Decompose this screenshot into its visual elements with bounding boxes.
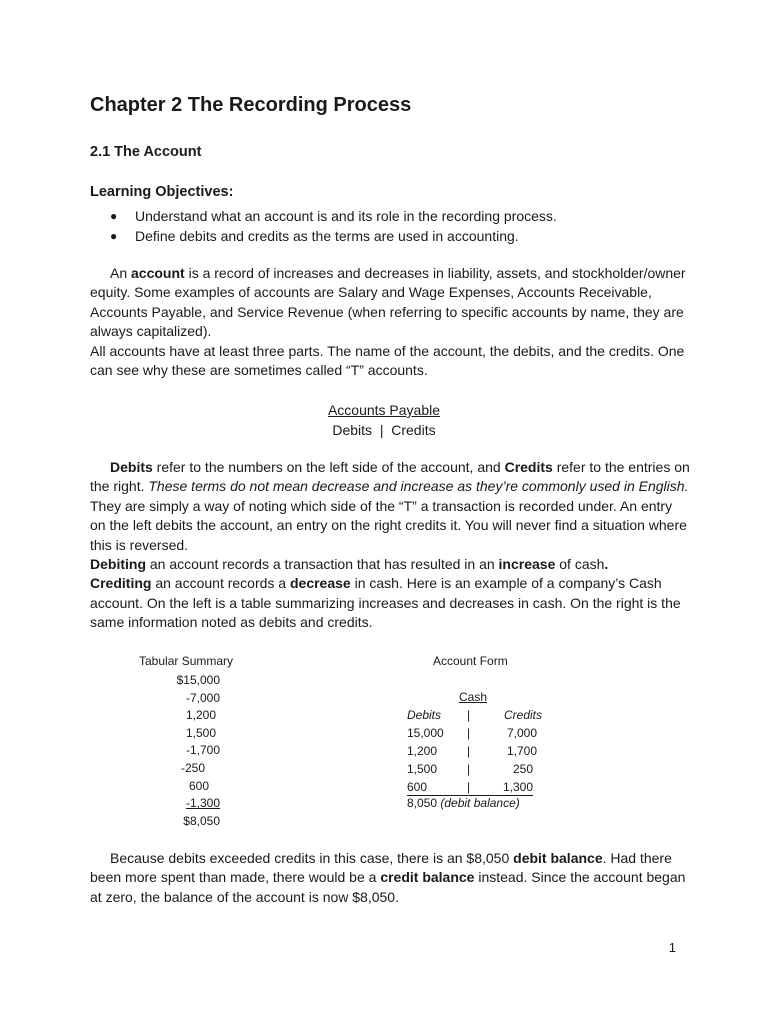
objectives-list <box>110 206 557 246</box>
tabular-summary-values <box>150 672 220 830</box>
tabular-total: $8,050 <box>183 813 220 828</box>
t-separator: | <box>467 744 471 758</box>
credits-label: Credits <box>504 708 543 722</box>
objectives-heading: Learning Objectives: <box>90 184 234 200</box>
tabular-row: -250 <box>180 760 205 775</box>
account-parts-paragraph: All accounts have at least three parts. The name of the account, the debits, and the credits. One can see why these are sometimes called “T” accounts. <box>90 343 685 379</box>
t-separator: | <box>467 762 471 776</box>
debit-entry: 600 <box>407 780 428 794</box>
account-definition-paragraph: An account is a record of increases and decreases in liability, assets, and stockholder/owner equity. Some examples of accounts are Salary and Wage Expenses, Accounts Receivable, Accounts Payable, and Service Revenue (when referring to specific accounts by name, they are always capitalized). <box>90 265 686 340</box>
debiting-crediting-paragraph: Debiting an account records a transaction that has resulted in an increase of cash. Crediting an account records a decrease in cash. Here is an example of a company’s Cash account. On the left is a table summarizing increases and decreases in cash. On the right is the same information noted as debits and credits. <box>90 556 681 631</box>
debit-entry: 15,000 <box>407 726 444 740</box>
section-title: 2.1 The Account <box>90 144 202 160</box>
t-account-columns: Debits | Credits <box>332 422 436 438</box>
term-account: account <box>131 265 185 281</box>
t-account-name: Accounts Payable <box>327 402 441 418</box>
t-separator: | <box>467 708 471 722</box>
credit-entry: 1,300 <box>502 780 533 794</box>
objective-item: ● Define debits and credits as the terms are used in accounting. <box>110 226 557 246</box>
tabular-summary-heading: Tabular Summary <box>139 654 234 668</box>
debits-credits-paragraph: Debits refer to the numbers on the left side of the account, and Credits refer to the entries on the right. These terms do not mean decrease and increase as they’re commonly used in English. They are simply a way of noting which side of the “T” a transaction is recorded under. An entry on the left debits the account, an entry on the right credits it. You will never find a situation where this is reversed. <box>90 459 690 553</box>
tabular-row: 600 <box>188 778 209 793</box>
objective-item: ● Understand what an account is and its role in the recording process. <box>110 206 557 226</box>
account-form-name: Cash <box>459 690 488 704</box>
balance-paragraph: Because debits exceeded credits in this case, there is an $8,050 debit balance. Had there been more spent than made, there would be a credit balance instead. Since the account began at zero, the balance of the account is now $8,050. <box>90 850 686 905</box>
chapter-title: Chapter 2 The Recording Process <box>90 94 412 116</box>
t-account-example <box>0 400 768 440</box>
tabular-row: -1,700 <box>185 743 220 758</box>
t-separator: | <box>467 780 471 794</box>
debits-label: Debits <box>407 708 442 722</box>
tabular-row: 1,200 <box>185 708 216 723</box>
tabular-row: -7,000 <box>185 690 220 705</box>
credit-entry: 7,000 <box>506 726 537 740</box>
debit-entry: 1,200 <box>407 744 438 758</box>
credit-entry: 250 <box>512 762 533 776</box>
t-separator: | <box>467 726 471 740</box>
tabular-row: -1,300 <box>185 796 220 811</box>
tabular-row: 1,500 <box>185 725 216 740</box>
tabular-row: $15,000 <box>176 673 220 687</box>
debit-entry: 1,500 <box>407 762 438 776</box>
page-number: 1 <box>668 940 676 955</box>
account-balance: 8,050 (debit balance) <box>407 796 520 810</box>
account-form-heading: Account Form <box>433 654 508 668</box>
credit-entry: 1,700 <box>506 744 537 758</box>
